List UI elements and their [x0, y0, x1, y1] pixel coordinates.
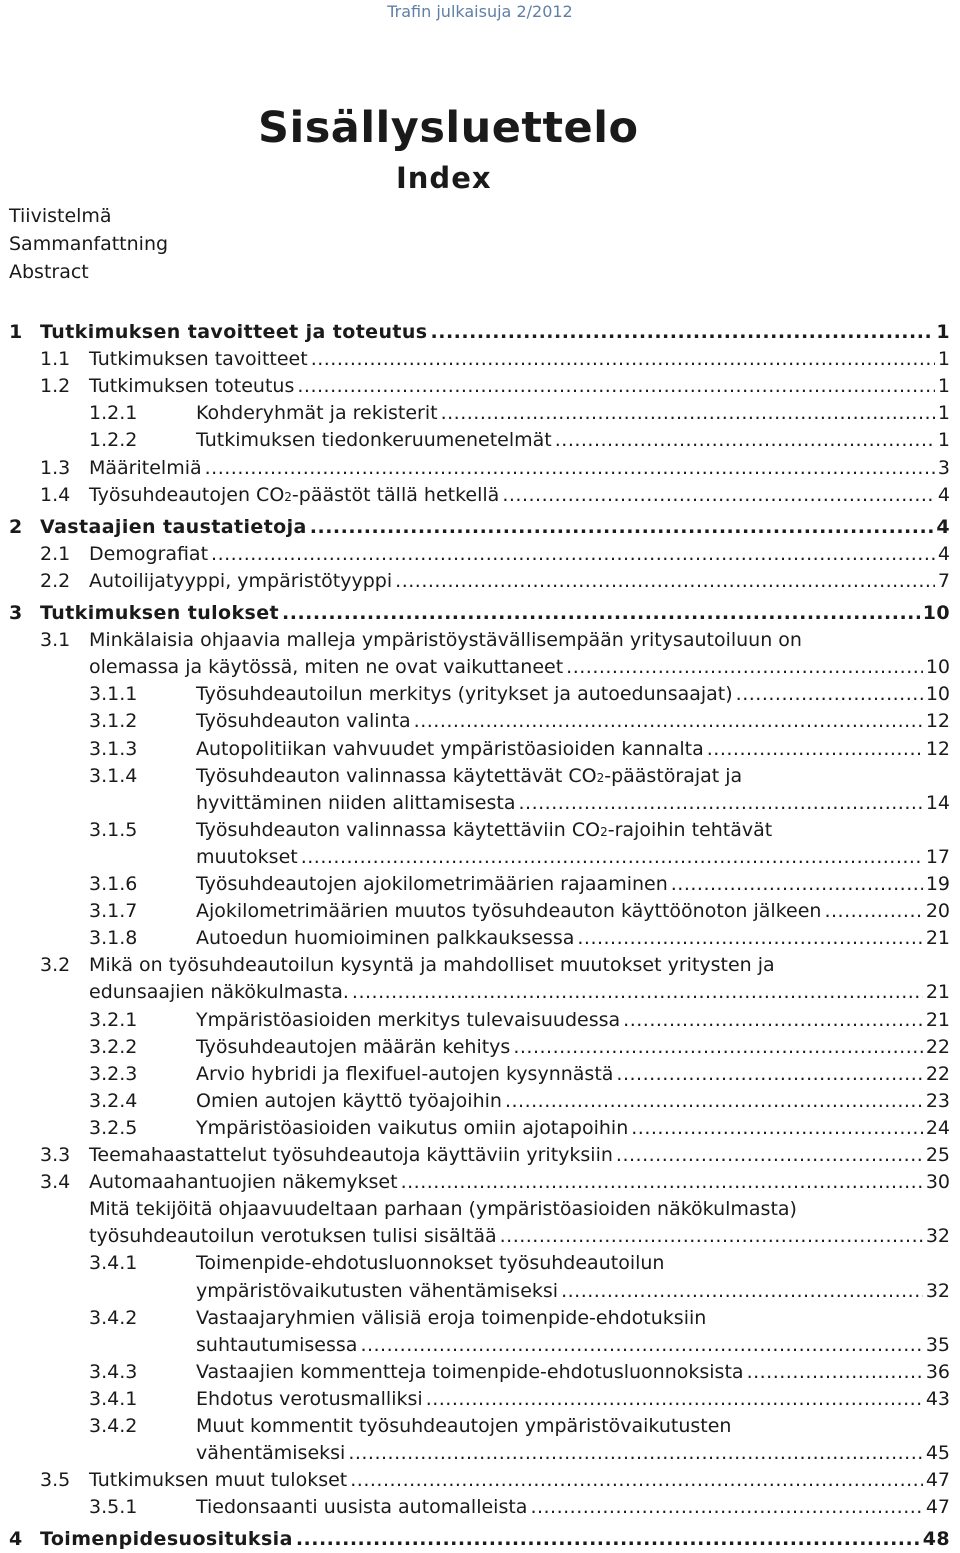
toc-entry-title-line: Minkälaisia ohjaavia malleja ympäristöystävällisempään yritysautoiluun on: [89, 629, 802, 652]
toc-entry[interactable]: [0, 1087, 960, 1115]
toc-entry-title-text: suhtautumisessa: [196, 1333, 358, 1356]
toc-page-number: 3: [937, 456, 950, 479]
toc-entry-number: 3.4.2: [89, 1415, 138, 1437]
dot-leader: [502, 481, 935, 509]
toc-entry[interactable]: [0, 454, 960, 482]
toc-entry[interactable]: [0, 399, 960, 427]
toc-page-number: 10: [925, 656, 950, 679]
dot-leader: [414, 707, 923, 735]
toc-entry-title: [196, 1439, 950, 1467]
toc-entry-title-text: Työsuhdeauton valinta: [196, 710, 411, 733]
toc-entry-number: 2.2: [40, 569, 71, 592]
toc-entry-title: [196, 426, 950, 454]
toc-entry-number: 1: [9, 321, 23, 343]
toc-entry-number: 1.2.1: [89, 402, 138, 425]
dot-leader: [555, 426, 935, 454]
toc-entry-title: [196, 1114, 950, 1142]
dot-leader: [631, 1114, 923, 1142]
toc-entry-title: [196, 789, 950, 817]
toc-page-number: 47: [925, 1496, 950, 1519]
toc-entry[interactable]: [0, 372, 960, 400]
toc-page-number: 23: [925, 1089, 950, 1112]
toc-page-number: 12: [925, 737, 950, 760]
toc-entry-number: 3.2.4: [89, 1089, 138, 1112]
toc-entry-title-line: Vastaajaryhmien välisiä eroja toimenpide-ehdotuksiin: [196, 1306, 707, 1329]
dot-leader: [352, 978, 923, 1006]
toc-page-number: 1: [936, 321, 950, 343]
toc-entry-title-text: Tiedonsaanti uusista automalleista: [196, 1496, 528, 1519]
toc-entry-title-text: Automaahantuojien näkemykset: [89, 1171, 398, 1194]
toc-entry-number: 3.2.3: [89, 1062, 138, 1085]
toc-entry-title: [196, 870, 950, 898]
toc-entry[interactable]: [0, 481, 960, 509]
toc-entry[interactable]: [0, 1493, 960, 1521]
toc-page-number: 4: [936, 515, 950, 538]
toc-entry-title-text: Ajokilometrimäärien muutos työsuhdeauton käyttöönoton jälkeen: [196, 900, 822, 923]
toc-entry-title-text: ympäristövaikutusten vähentämiseksi: [196, 1279, 559, 1302]
toc-entry[interactable]: [0, 843, 960, 871]
dot-leader: [211, 540, 935, 568]
toc-page-number: 25: [925, 1144, 950, 1166]
subscript: 2: [600, 824, 608, 839]
toc-entry-title-text: Tutkimuksen toteutus: [89, 375, 295, 398]
dot-leader: [577, 924, 922, 952]
toc-entry-number: 3.3: [40, 1144, 71, 1166]
toc-entry-title-line: -rajoihin tehtävät: [607, 818, 773, 841]
toc-entry-number: 1.2.2: [89, 429, 138, 452]
toc-entry-title-text: Ympäristöasioiden merkitys tulevaisuudessa: [196, 1008, 621, 1031]
dot-leader: [505, 1087, 923, 1115]
toc-entry-title-line: Muut kommentit työsuhdeautojen ympäristövaikutusten: [196, 1415, 732, 1437]
toc-page-number: 21: [925, 981, 950, 1004]
dot-leader: [431, 318, 934, 346]
toc-entry-title: [40, 599, 950, 627]
toc-entry-number: 3.4.3: [89, 1360, 138, 1383]
toc-entry-number: 4: [9, 1528, 23, 1551]
toc-entry-title: [89, 653, 950, 681]
running-header: Trafin julkaisuja 2/2012: [387, 2, 573, 21]
toc-entry[interactable]: [0, 870, 960, 898]
dot-leader: [297, 372, 935, 400]
dot-leader: [500, 1222, 923, 1250]
dot-leader: [401, 1168, 923, 1196]
toc-entry-title-text: Ympäristöasioiden vaikutus omiin ajotapoihin: [196, 1116, 629, 1139]
toc-entry-number: 3.1.6: [89, 873, 138, 895]
toc-entry-number: 3.5.1: [89, 1496, 138, 1519]
dot-leader: [310, 513, 934, 541]
toc-entry[interactable]: [0, 1331, 960, 1359]
toc-entry-title: [89, 1168, 950, 1196]
toc-entry[interactable]: [0, 762, 960, 790]
toc-entry[interactable]: [0, 1195, 960, 1223]
toc-entry-title-text: työsuhdeautoilun verotuksen tulisi sisältää: [89, 1225, 497, 1248]
toc-entry[interactable]: [0, 1525, 960, 1553]
toc-entry[interactable]: [0, 1439, 960, 1467]
toc-page-number: 36: [925, 1360, 950, 1383]
toc-entry-title-line: Mikä on työsuhdeautoilun kysyntä ja mahdolliset muutokset yritysten ja: [89, 954, 775, 977]
toc-entry-title: [196, 1493, 950, 1521]
toc-entry-title: [89, 567, 950, 595]
toc-entry-title: [196, 1304, 706, 1332]
toc-entry-title: [89, 454, 950, 482]
toc-page-number: 47: [925, 1469, 950, 1492]
toc-entry[interactable]: [0, 816, 960, 844]
dot-leader: [561, 1277, 923, 1305]
toc-entry[interactable]: [0, 318, 960, 346]
toc-entry-title: [89, 626, 802, 654]
dot-leader: [566, 653, 923, 681]
toc-entry-title-text: hyvittäminen niiden alittamisesta: [196, 791, 516, 814]
toc-page-number: 19: [925, 873, 950, 895]
toc-entry-title: [89, 1466, 950, 1494]
toc-entry-title: [196, 762, 742, 790]
toc-entry[interactable]: [0, 345, 960, 373]
toc-entry-title: [196, 1358, 950, 1386]
toc-entry-number: 2: [9, 515, 23, 538]
toc-page-number: 10: [922, 602, 950, 624]
toc-entry[interactable]: [0, 1222, 960, 1250]
dot-leader: [824, 897, 922, 925]
toc-entry-title: [40, 318, 950, 346]
toc-entry-title-text: Tutkimuksen tiedonkeruumenetelmät: [196, 429, 552, 452]
toc-entry-title: [196, 924, 950, 952]
toc-entry-title: [196, 1087, 950, 1115]
toc-page-number: 12: [925, 710, 950, 733]
toc-entry-title-text: Työsuhdeautoilun merkitys (yritykset ja autoedunsaajat): [196, 683, 733, 706]
toc-entry[interactable]: [0, 1033, 960, 1061]
toc-entry-title-line: Työsuhdeauton valinnassa käytettävät CO: [196, 764, 597, 787]
toc-entry[interactable]: [0, 426, 960, 454]
toc-entry-number: 3: [9, 602, 23, 624]
toc-entry-title: [89, 540, 950, 568]
toc-page-number: 35: [925, 1333, 950, 1356]
toc-entry[interactable]: [0, 951, 960, 979]
toc-page-number: 14: [925, 791, 950, 814]
subscript: 2: [596, 770, 605, 785]
toc-entry-number: 3.1.8: [89, 927, 138, 950]
toc-entry-number: 3.1: [40, 629, 71, 652]
toc-entry-number: 1.2: [40, 375, 71, 398]
front-matter-item[interactable]: Sammanfattning: [9, 233, 169, 255]
toc-entry-number: 3.1.5: [89, 818, 138, 841]
toc-entry-title: [196, 399, 950, 427]
toc-entry-title: [89, 951, 775, 979]
toc-entry-title-text: Määritelmiä: [89, 456, 202, 479]
toc-entry-title: [196, 1331, 950, 1359]
dot-leader: [348, 1439, 923, 1467]
dot-leader: [707, 735, 923, 763]
toc-entry[interactable]: [0, 897, 960, 925]
dot-leader: [513, 1033, 922, 1061]
toc-entry-title-line: Mitä tekijöitä ohjaavuudeltaan parhaan (ympäristöasioiden näkökulmasta): [89, 1198, 797, 1221]
toc-entry-title: [196, 897, 950, 925]
front-matter-item[interactable]: Tiivistelmä: [9, 205, 112, 227]
toc-entry-number: 3.5: [40, 1469, 71, 1492]
toc-entry-title: [89, 978, 950, 1006]
dot-leader: [616, 1141, 923, 1169]
toc-entry-title: [196, 1385, 950, 1413]
toc-page-number: 43: [925, 1387, 950, 1410]
toc-page-number: 4: [937, 542, 950, 565]
toc-entry-number: 3.2.1: [89, 1008, 138, 1031]
subscript: 2: [284, 489, 292, 504]
toc-entry[interactable]: [0, 653, 960, 681]
toc-entry-title-text: Arvio hybridi ja flexifuel-autojen kysynnästä: [196, 1062, 614, 1085]
toc-page-number: 22: [925, 1035, 950, 1058]
toc-entry-title-text: Vastaajien kommentteja toimenpide-ehdotusluonnoksista: [196, 1360, 744, 1383]
toc-entry[interactable]: [0, 626, 960, 654]
toc-entry-title: [40, 513, 950, 541]
toc-entry-title-text: Työsuhdeautojen CO: [89, 483, 285, 506]
toc-entry-title-text: Teemahaastattelut työsuhdeautoja käyttäviin yrityksiin: [89, 1144, 613, 1166]
toc-entry-title-text: olemassa ja käytössä, miten ne ovat vaikuttaneet: [89, 656, 564, 679]
toc-page-number: 17: [925, 845, 950, 868]
toc-entry[interactable]: [0, 1060, 960, 1088]
dot-leader: [301, 843, 923, 871]
toc-entry-title-text: vähentämiseksi: [196, 1442, 346, 1465]
toc-entry-number: 3.1.1: [89, 683, 138, 706]
toc-entry-number: 3.1.7: [89, 900, 138, 923]
toc-page-number: 32: [925, 1225, 950, 1248]
front-matter-item[interactable]: Abstract: [9, 261, 89, 283]
toc-entry-title-text: Vastaajien taustatietoja: [40, 515, 307, 538]
toc-page-number: 20: [925, 900, 950, 923]
dot-leader: [623, 1006, 923, 1034]
toc-entry[interactable]: [0, 1412, 960, 1440]
toc-entry[interactable]: [0, 567, 960, 595]
toc-entry-title-text: Tutkimuksen muut tulokset: [89, 1469, 348, 1492]
toc-page-number: 22: [925, 1062, 950, 1085]
dot-leader: [441, 399, 935, 427]
toc-entry[interactable]: [0, 1358, 960, 1386]
toc-entry-title-text: Työsuhdeautojen määrän kehitys: [196, 1035, 511, 1058]
toc-entry[interactable]: [0, 978, 960, 1006]
toc-entry-title: [196, 843, 950, 871]
toc-entry-number: 3.4.1: [89, 1252, 138, 1275]
toc-entry[interactable]: [0, 1006, 960, 1034]
toc-entry-number: 2.1: [40, 542, 71, 565]
toc-entry-title-line: Työsuhdeauton valinnassa käytettäviin CO: [196, 818, 601, 841]
toc-entry-number: 1.1: [40, 348, 71, 371]
toc-entry-title: [89, 1141, 950, 1169]
toc-entry-number: 3.2.5: [89, 1116, 138, 1139]
dot-leader: [360, 1331, 922, 1359]
toc-entry-number: 3.2: [40, 954, 71, 977]
toc-entry-title-text: Omien autojen käyttö työajoihin: [196, 1089, 502, 1112]
toc-entry-title-text: Ehdotus verotusmalliksi: [196, 1387, 423, 1410]
dot-leader: [205, 454, 935, 482]
toc-entry-title-text: muutokset: [196, 845, 298, 868]
dot-leader: [530, 1493, 922, 1521]
dot-leader: [350, 1466, 923, 1494]
toc-entry[interactable]: [0, 1141, 960, 1169]
toc-entry[interactable]: [0, 1168, 960, 1196]
toc-page-number: 10: [925, 683, 950, 706]
toc-entry[interactable]: [0, 513, 960, 541]
toc-entry-title-text: Kohderyhmät ja rekisterit: [196, 402, 438, 425]
dot-leader: [747, 1358, 923, 1386]
toc-entry[interactable]: [0, 680, 960, 708]
dot-leader: [426, 1385, 923, 1413]
toc-entry-title: [196, 816, 772, 844]
toc-entry[interactable]: [0, 1249, 960, 1277]
page-title: Sisällysluettelo: [258, 103, 639, 153]
toc-entry-number: 3.1.2: [89, 710, 138, 733]
toc-entry-number: 3.2.2: [89, 1035, 138, 1058]
dot-leader: [395, 567, 935, 595]
toc-entry-number: 3.4.1: [89, 1387, 138, 1410]
toc-page-number: 21: [925, 927, 950, 950]
toc-entry-title-text: Autopolitiikan vahvuudet ympäristöasioiden kannalta: [196, 737, 704, 760]
toc-entry-title-line: Toimenpide-ehdotusluonnokset työsuhdeautoilun: [196, 1252, 665, 1275]
toc-entry[interactable]: [0, 707, 960, 735]
page-subtitle: Index: [396, 161, 492, 195]
toc-entry-title-text: Tutkimuksen tavoitteet: [89, 348, 308, 371]
toc-entry-title-text: Tutkimuksen tavoitteet ja toteutus: [40, 321, 428, 343]
toc-entry-number: 3.1.3: [89, 737, 138, 760]
dot-leader: [736, 680, 923, 708]
toc-page-number: 1: [937, 429, 950, 452]
toc-entry-title-text: Työsuhdeautojen ajokilometrimäärien rajaaminen: [196, 873, 668, 895]
toc-entry[interactable]: [0, 1304, 960, 1332]
toc-entry-title: [196, 1412, 731, 1440]
dot-leader: [616, 1060, 922, 1088]
toc-entry-title: [196, 1249, 664, 1277]
toc-page-number: 1: [937, 348, 950, 371]
toc-page-number: 1: [937, 375, 950, 398]
toc-entry-title: [196, 1006, 950, 1034]
toc-entry-title: [196, 1277, 950, 1305]
toc-entry-title: [196, 707, 950, 735]
toc-entry[interactable]: [0, 1385, 960, 1413]
toc-page-number: 32: [925, 1279, 950, 1302]
toc-page-number: 45: [925, 1442, 950, 1465]
dot-leader: [671, 870, 923, 898]
front-matter-list: [9, 202, 168, 286]
toc-entry-title-text: Autoilijatyyppi, ympäristötyyppi: [89, 569, 393, 592]
toc-entry[interactable]: [0, 924, 960, 952]
toc-entry[interactable]: [0, 789, 960, 817]
toc-entry-title: [89, 481, 950, 509]
dot-leader: [296, 1525, 920, 1553]
toc-page-number: 48: [922, 1528, 950, 1551]
toc-page-number: 4: [937, 483, 950, 506]
toc-entry[interactable]: [0, 1466, 960, 1494]
toc-entry-number: 3.1.4: [89, 764, 138, 787]
toc-entry[interactable]: [0, 1277, 960, 1305]
toc-page-number: 30: [925, 1171, 950, 1194]
dot-leader: [311, 345, 935, 373]
toc-page-number: 1: [937, 402, 950, 425]
toc-page-number: 21: [925, 1008, 950, 1031]
toc-entry-number: 1.3: [40, 456, 71, 479]
dot-leader: [282, 599, 920, 627]
toc-entry-title-text: -päästöt tällä hetkellä: [291, 483, 500, 506]
toc-entry-title: [40, 1525, 950, 1553]
toc-entry-title: [89, 372, 950, 400]
toc-entry-title-text: Autoedun huomioiminen palkkauksessa: [196, 927, 575, 950]
toc-page-number: 24: [925, 1116, 950, 1139]
toc-entry-title: [196, 680, 950, 708]
toc-entry-title-text: Demografiat: [89, 542, 209, 565]
toc-entry-title-line: -päästörajat ja: [604, 764, 743, 787]
toc-entry[interactable]: [0, 735, 960, 763]
toc-entry-number: 1.4: [40, 483, 71, 506]
toc-entry-title-text: Toimenpidesuosituksia: [40, 1528, 293, 1551]
toc-entry-title: [196, 1033, 950, 1061]
toc-page-number: 7: [937, 569, 950, 592]
toc-entry-title: [89, 345, 950, 373]
toc-entry[interactable]: [0, 599, 960, 627]
toc-entry-title: [196, 1060, 950, 1088]
toc-entry-title: [89, 1222, 950, 1250]
toc-entry[interactable]: [0, 1114, 960, 1142]
toc-entry-number: 3.4.2: [89, 1306, 138, 1329]
toc-entry-title: [89, 1195, 797, 1223]
toc-entry-title-text: edunsaajien näkökulmasta.: [89, 981, 349, 1004]
dot-leader: [519, 789, 923, 817]
toc-entry-title-text: Tutkimuksen tulokset: [40, 602, 280, 624]
toc-entry-title: [196, 735, 950, 763]
toc-entry-number: 3.4: [40, 1171, 71, 1194]
toc-entry[interactable]: [0, 540, 960, 568]
